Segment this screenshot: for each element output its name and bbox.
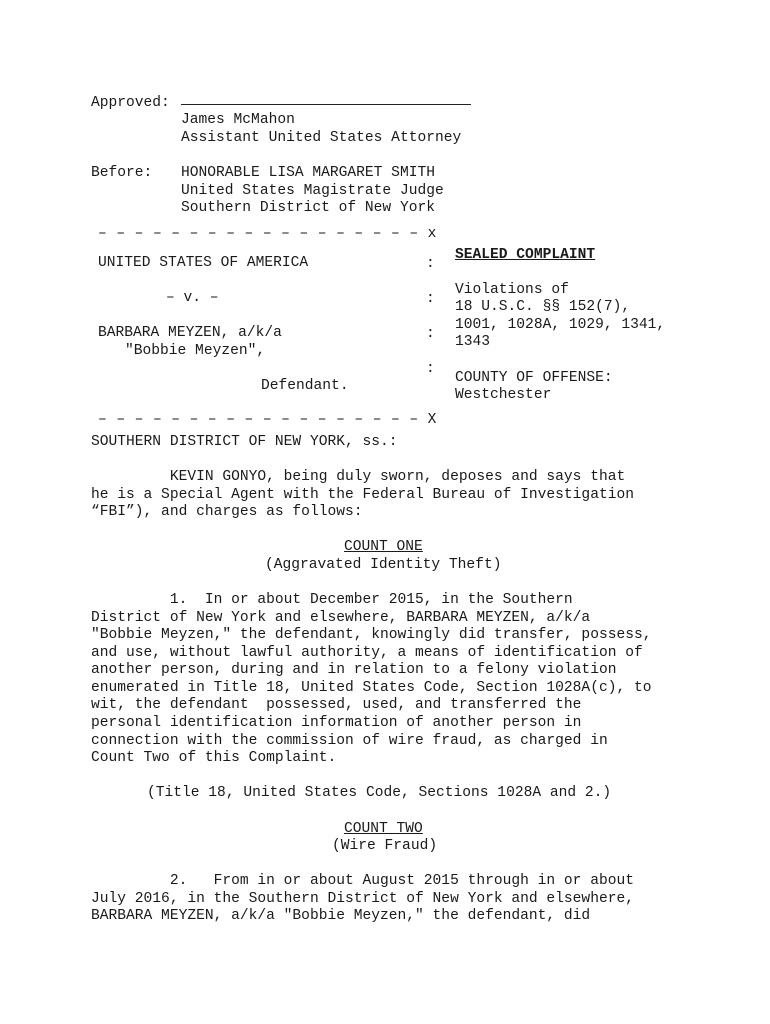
count-one-citation: (Title 18, United States Code, Sections 1028A and 2.) (147, 785, 612, 801)
judge-district: Southern District of New York (181, 200, 435, 216)
count-two-paragraph-line: July 2016, in the Southern District of New York and elsewhere, (91, 891, 634, 907)
judge-title: United States Magistrate Judge (181, 183, 444, 199)
defendant-label: Defendant. (261, 378, 349, 394)
intro-line: he is a Special Agent with the Federal Bureau of Investigation (91, 487, 634, 503)
signature-line (181, 104, 471, 105)
caption-colon: : (426, 256, 435, 272)
approved-label: Approved: (91, 95, 170, 111)
violations-line: 1001, 1028A, 1029, 1341, (455, 317, 666, 333)
sealed-complaint-title: SEALED COMPLAINT (455, 247, 596, 263)
approver-name: James McMahon (181, 112, 295, 128)
count-two-paragraph-line: BARBARA MEYZEN, a/k/a "Bobbie Meyzen," the defendant, did (91, 908, 591, 924)
count-one-paragraph-line: wit, the defendant possessed, used, and transferred the (91, 697, 582, 713)
count-two-subheading: (Wire Fraud) (332, 838, 438, 854)
caption-colon: : (426, 291, 435, 307)
count-one-paragraph-line: and use, without lawful authority, a means of identification of (91, 645, 643, 661)
judge-name: HONORABLE LISA MARGARET SMITH (181, 165, 435, 181)
violations-line: 1343 (455, 334, 491, 350)
before-label: Before: (91, 165, 153, 181)
count-two-paragraph-line: 2. From in or about August 2015 through in or about (91, 873, 634, 889)
caption-colon: : (426, 326, 435, 342)
count-one-paragraph-line: connection with the commission of wire fraud, as charged in (91, 733, 608, 749)
venue-line: SOUTHERN DISTRICT OF NEW YORK, ss.: (91, 434, 398, 450)
violations-line: 18 U.S.C. §§ 152(7), (455, 299, 631, 315)
count-one-paragraph-line: District of New York and elsewhere, BARBARA MEYZEN, a/k/a (91, 610, 591, 626)
caption-bottom-rule: – – – – – – – – – – – – – – – – – – X (98, 412, 437, 428)
count-one-paragraph-line: Count Two of this Complaint. (91, 750, 337, 766)
count-one-paragraph-line: enumerated in Title 18, United States Code, Section 1028A(c), to (91, 680, 652, 696)
versus-label: – v. – (166, 290, 219, 306)
count-one-paragraph-line: 1. In or about December 2015, in the Southern (91, 592, 573, 608)
county-value: Westchester (455, 387, 552, 403)
count-one-paragraph-line: another person, during and in relation to a felony violation (91, 662, 617, 678)
count-one-heading: COUNT ONE (344, 539, 423, 555)
count-two-heading: COUNT TWO (344, 821, 423, 837)
count-one-paragraph-line: "Bobbie Meyzen," the defendant, knowingly did transfer, possess, (91, 627, 652, 643)
county-label: COUNTY OF OFFENSE: (455, 370, 613, 386)
caption-top-rule: – – – – – – – – – – – – – – – – – – x (98, 226, 437, 242)
intro-line: “FBI”), and charges as follows: (91, 504, 363, 520)
defendant-alias: "Bobbie Meyzen", (125, 343, 266, 359)
intro-line: KEVIN GONYO, being duly sworn, deposes and says that (91, 469, 626, 485)
caption-colon: : (426, 361, 435, 377)
approver-title: Assistant United States Attorney (181, 130, 462, 146)
count-one-subheading: (Aggravated Identity Theft) (265, 557, 502, 573)
plaintiff-name: UNITED STATES OF AMERICA (98, 255, 309, 271)
defendant-name: BARBARA MEYZEN, a/k/a (98, 325, 282, 341)
violations-line: Violations of (455, 282, 569, 298)
count-one-paragraph-line: personal identification information of another person in (91, 715, 582, 731)
